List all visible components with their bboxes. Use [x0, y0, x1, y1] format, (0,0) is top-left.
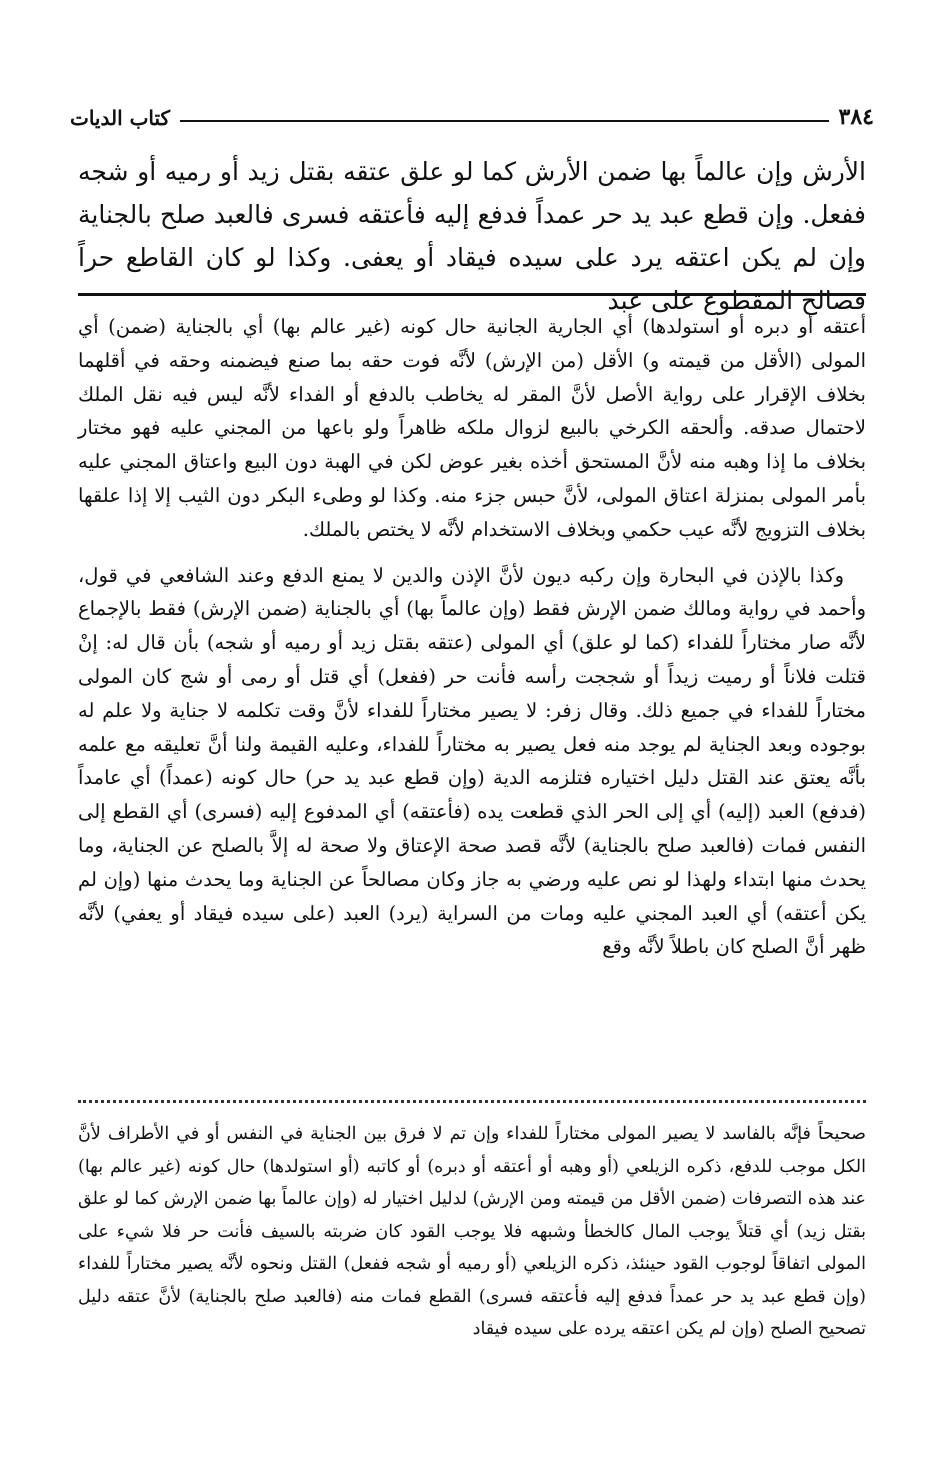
gloss — [78, 1118, 866, 1346]
header-rule — [180, 120, 828, 122]
commentary-paragraph-1: أعتقه أو دبره أو استولدها) أي الجارية الجانية حال كونه (غير عالم بها) أي بالجناية (ضمن) أي المولى (الأقل من قيمته و) الأقل (من الإرش) لأنَّه فوت حقه بما صنع فيضمنه وحقه في أقلهما بخلاف الإقرار على رواية الأصل لأنَّ المقر له يخاطب بالدفع أو الفداء لأنَّه ليس فيه نقل الملك لاحتمال صدقه. وألحقه الكرخي بالبيع لزوال ملكه ظاهراً ولو باعها من المجني عليه فهو مختار بخلاف ما إذا وهبه منه لأنَّ المستحق أخذه بغير عوض لكن في الهبة دون البيع واعتاق المجني عليه بأمر المولى بمنزلة اعتاق المولى، لأنَّ حبس جزء منه. وكذا لو وطىء البكر دون الثيب إلا إذا علقها بخلاف التزويج لأنَّه عيب حكمي وبخلاف الاستخدام لأنَّه لا يختص بالملك. — [78, 315, 867, 541]
commentary — [78, 310, 866, 964]
page-number: ٣٨٤ — [838, 104, 874, 130]
book-title: كتاب الديات — [70, 106, 171, 130]
main-text-paragraph: الأرش وإن عالماً بها ضمن الأرش كما لو علق عتقه بقتل زيد أو رميه أو شجه ففعل. وإن قطع عبد يد حر عمداً فدفع إليه فأعتقه فسرى فالعبد صلح بالجناية وإن لم يكن اعتقه يرد على سيده فيقاد أو يعفى. وكذا لو كان القاطع حراً فصالح المقطوع على عبد — [78, 157, 866, 315]
gloss-paragraph: صحيحاً فإنَّه بالفاسد لا يصير المولى مختاراً للفداء وإن تم لا فرق بين الجناية في النفس أو في الأطراف لأنَّ الكل موجب للدفع، ذكره الزيلعي (أو وهبه أو أعتقه أو دبره) أو كاتبه (أو استولدها) حال كونه (غير عالم بها) عند هذه التصرفات (ضمن الأقل من قيمته ومن الإرش) لدليل اختيار له (وإن عالماً بها ضمن الإرش كما لو علق بقتل زيد) أي قتلاً يوجب المال كالخطأ وشبهه فلا يوجب القود كان ضربته بالسيف فأنت حر فلا شيء على المولى اتفاقاً لوجوب القود حينئذ، ذكره الزيلعي (أو رميه أو شجه ففعل) القتل ونحوه لأنَّه يصير مختاراً للفداء (وإن قطع عبد يد حر عمداً فدفع إليه فأعتقه فسرى) القطع فمات منه (فالعبد صلح بالجناية) لأنَّ عتقه دليل تصحيح الصلح (وإن لم يكن اعتقه يرده على سيده فيقاد — [78, 1124, 866, 1339]
dotted-divider — [78, 1100, 866, 1103]
page-header — [70, 88, 874, 128]
main-text — [78, 150, 866, 322]
section-divider — [78, 293, 866, 296]
commentary-paragraph-2: وكذا بالإذن في البحارة وإن ركبه ديون لأنَّ الإذن والدين لا يمنع الدفع وعند الشافعي في قول، وأحمد في رواية ومالك ضمن الإرش فقط (وإن عالماً بها) أي بالجناية (ضمن الإرش) فقط بالإجماع لأنَّه صار مختاراً للفداء (كما لو علق) أي المولى (عتقه بقتل زيد أو رميه أو شجه) بأن قال له: إنْ قتلت فلاناً أو رميت زيداً أو شججت رأسه فأنت حر (ففعل) أي قتل أو رمى أو شج كان المولى مختاراً للفداء في جميع ذلك. وقال زفر: لا يصير مختاراً للفداء لأنَّ وقت تكلمه لا جناية ولا علم له بوجوده وبعد الجناية لم يوجد منه فعل يصير به مختاراً للفداء، وعليه القيمة ولنا أنَّ تعليقه مع علمه بأنَّه يعتق عند القتل دليل اختياره فتلزمه الدية (وإن قطع عبد يد حر) حال كونه (عمداً) أي عامداً (فدفع) العبد (إليه) أي إلى الحر الذي قطعت يده (فأعتقه) أي المدفوع إليه (فسرى) أي القطع إلى النفس فمات (فالعبد صلح بالجناية) لأنَّه قصد صحة الإعتاق ولا صحة له إلاَّ بالصلح عن الجناية، وما يحدث منها ابتداء ولهذا لو نص عليه ورضي به جاز وكان مصالحاً عن الجناية وما يحدث منها (وإن لم يكن أعتقه) أي العبد المجني عليه ومات من السراية (يرد) العبد (على سيده فيقاد أو يعفي) لأنَّه ظهر أنَّ الصلح كان باطلاً لأنَّه وقع — [78, 563, 866, 959]
